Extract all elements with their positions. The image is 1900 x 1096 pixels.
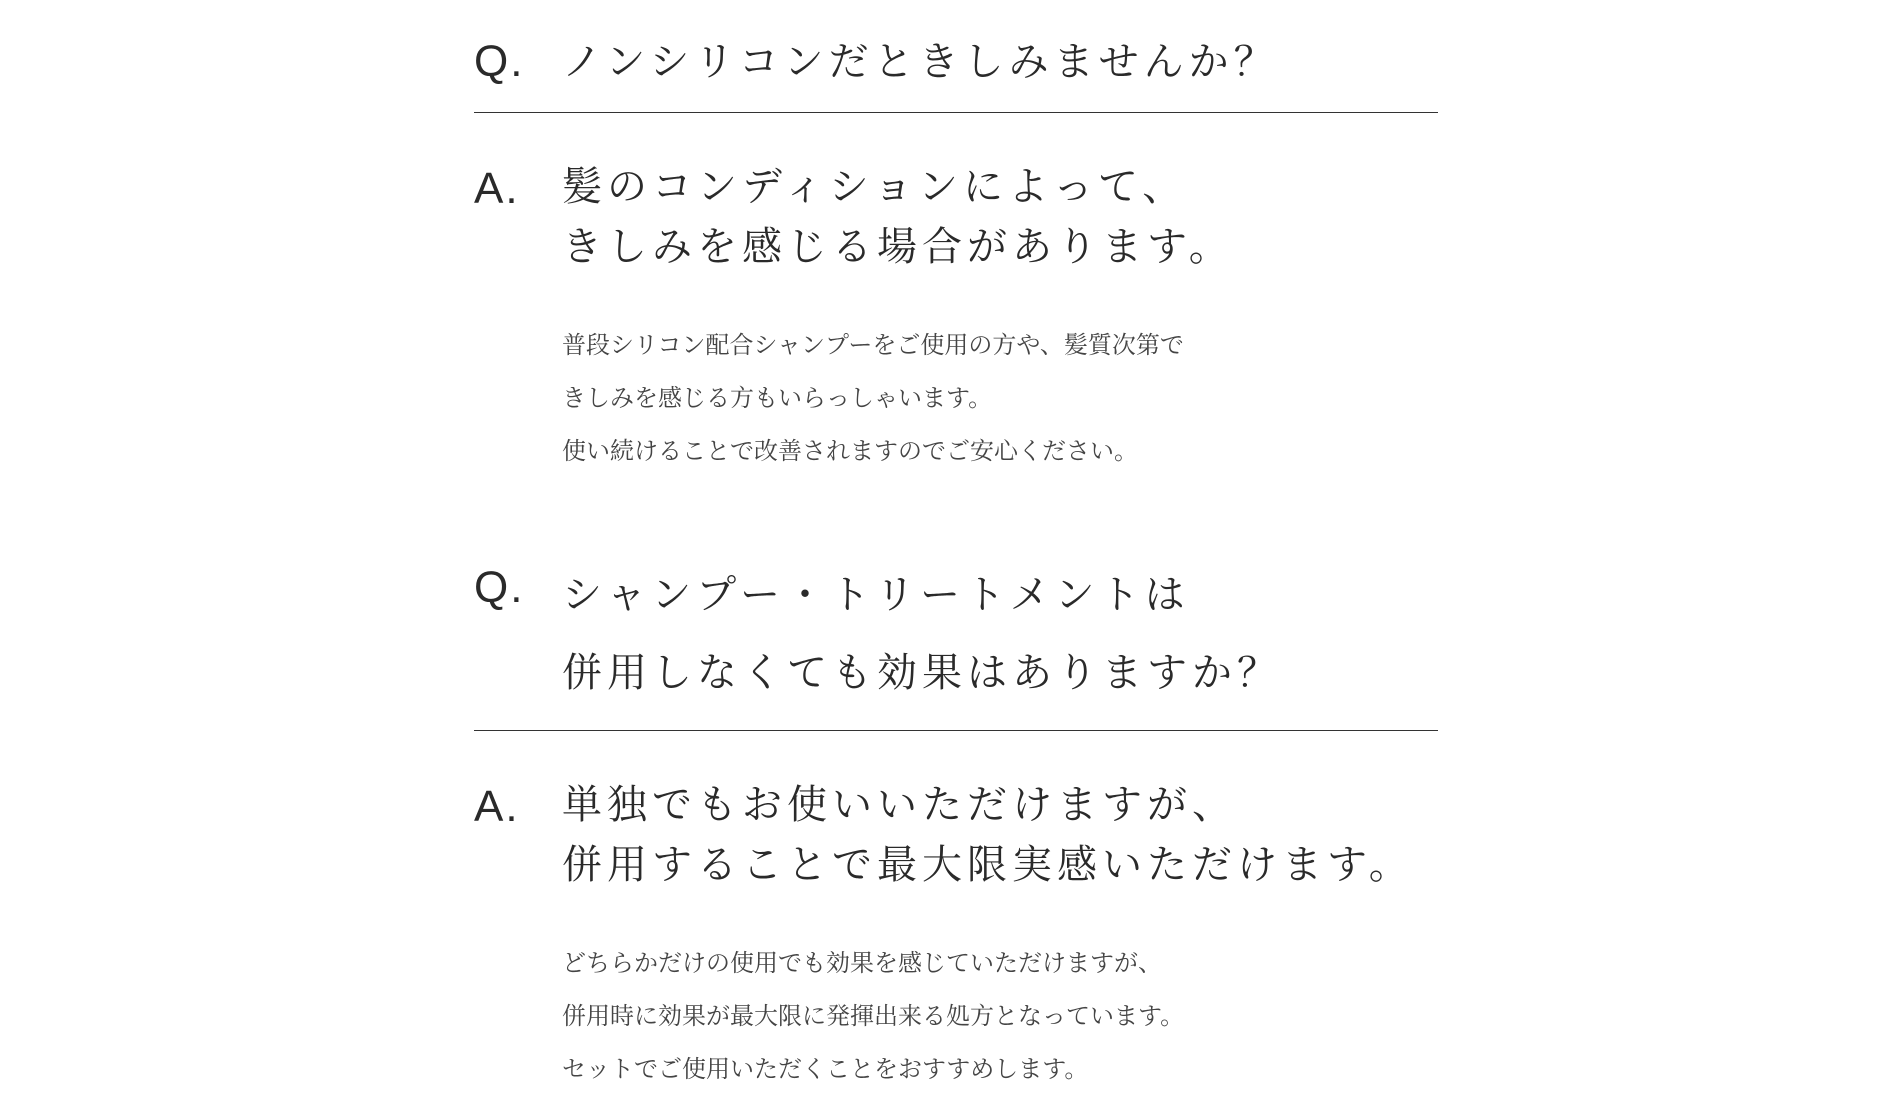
faq-item-2 (474, 556, 1438, 1096)
body-line: どちらかだけの使用でも効果を感じていただけますが、 (562, 949, 1162, 977)
body-line: セットでご使用いただくことをおすすめします。 (562, 1055, 1089, 1083)
question-line: 併用しなくても効果はありますか？ (562, 650, 1282, 696)
answer-body (562, 937, 1438, 1096)
answer-headline (562, 157, 1234, 277)
answer-line: 髪のコンディションによって、 (562, 164, 1188, 210)
question-text (562, 30, 1279, 94)
answer-marker: A. (474, 782, 520, 831)
body-line: 使い続けることで改善されますのでご安心ください。 (562, 437, 1138, 465)
answer-row (474, 157, 1438, 277)
answer-line: 単独でもお使いいただけますが、 (562, 782, 1237, 828)
answer-line: きしみを感じる場合があります。 (562, 224, 1234, 270)
question-line: シャンプー・トリートメントは (562, 572, 1190, 618)
question-row (474, 30, 1438, 113)
question-marker: Q. (474, 563, 525, 612)
question-marker: Q. (474, 37, 525, 86)
question-text (562, 556, 1282, 712)
question-line: ノンシリコンだときしみませんか？ (562, 39, 1279, 85)
answer-line: 併用することで最大限実感いただけます。 (562, 842, 1414, 888)
question-row (474, 556, 1438, 731)
body-line: きしみを感じる方もいらっしゃいます。 (562, 384, 993, 412)
body-line: 普段シリコン配合シャンプーをご使用の方や、髪質次第で (562, 331, 1184, 359)
answer-row (474, 775, 1438, 895)
body-line: 併用時に効果が最大限に発揮出来る処方となっています。 (562, 1002, 1185, 1030)
faq-item-1 (474, 30, 1438, 478)
answer-body (562, 319, 1438, 478)
answer-headline (562, 775, 1414, 895)
answer-marker: A. (474, 164, 520, 213)
